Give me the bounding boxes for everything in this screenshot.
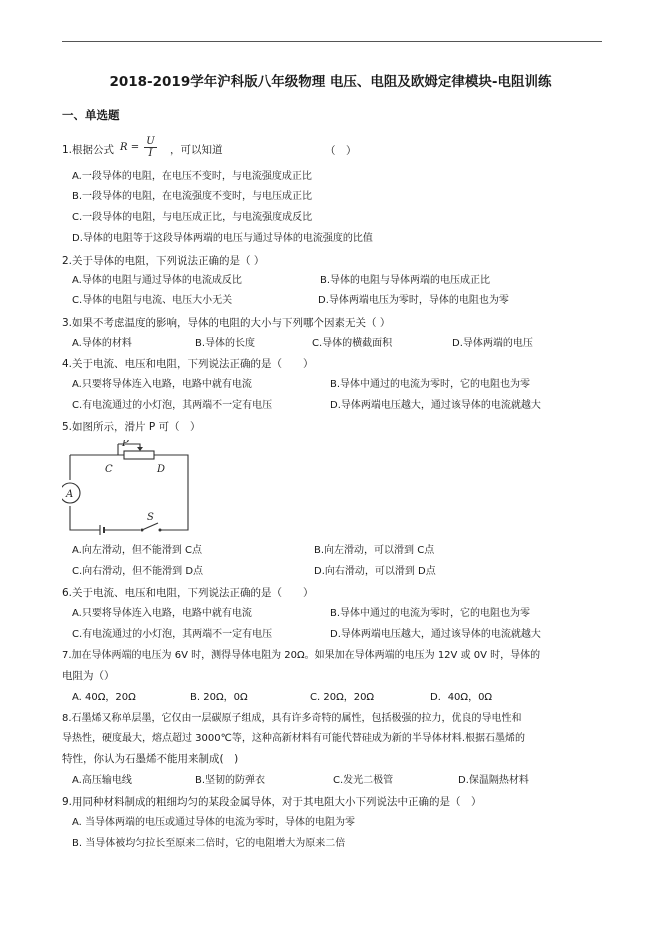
q1-stem-a: 1.根据公式 [62,144,115,156]
q7-option-a: A. 40Ω，20Ω [72,692,136,703]
switch-blade [142,523,158,530]
formula-lhs: R = [120,142,140,153]
q4-option-d: D.导体两端电压越大，通过该导体的电流就越大 [330,400,541,411]
q9-stem: 9.用同种材料制成的粗细均匀的某段金属导体，对于其电阻大小下列说法中正确的是（ ） [62,796,482,808]
q6-option-a: A.只要将导体连入电路，电路中就有电流 [72,608,252,619]
q8-option-c: C.发光二极管 [333,775,394,786]
q7-option-b: B. 20Ω，0Ω [190,692,248,703]
q2-option-c: C.导体的电阻与电流、电压大小无关 [72,295,233,306]
label-c: C [105,464,113,475]
q2-option-b: B.导体的电阻与导体两端的电压成正比 [320,275,491,286]
q1-option-d: D.导体的电阻等于这段导体两端的电压与通过导体的电流强度的比值 [72,233,373,244]
q9-option-a: A. 当导体两端的电压或通过导体的电流为零时，导体的电阻为零 [72,817,356,828]
section-heading: 一、单选题 [62,108,120,122]
q6-option-d: D.导体两端电压越大，通过该导体的电流就越大 [330,629,541,640]
switch-contact [159,529,162,532]
q9-option-b: B. 当导体被均匀拉长至原来二倍时，它的电阻增大为原来二倍 [72,838,346,849]
q5-stem: 5.如图所示，滑片 P 可（ ） [62,421,201,433]
q1-formula [120,136,157,159]
label-switch: S [147,512,154,523]
header-rule [62,41,602,42]
q7-stem-line2: 电阻为（） [62,670,115,682]
q7-option-c: C. 20Ω，20Ω [310,692,375,703]
q3-stem: 3.如果不考虑温度的影响，导体的电阻的大小与下列哪个因素无关（ ） [62,317,391,329]
q4-option-a: A.只要将导体连入电路，电路中就有电流 [72,379,252,390]
q8-stem-line3: 特性，你认为石墨烯不能用来制成( ) [62,753,239,765]
document-title: 2018-2019学年沪科版八年级物理 电压、电阻及欧姆定律模块-电阻训练 [109,74,552,90]
rheostat-resistor [124,451,154,459]
q4-option-b: B.导体中通过的电流为零时，它的电阻也为零 [330,379,531,390]
q3-option-c: C.导体的横截面积 [312,338,393,349]
q6-stem: 6.关于电流、电压和电阻，下列说法正确的是（ ） [62,587,314,599]
q2-option-d: D.导体两端电压为零时，导体的电阻也为零 [318,295,509,306]
q5-option-c: C.向右滑动，但不能滑到 D点 [72,566,204,577]
q5-option-d: D.向右滑动，可以滑到 D点 [314,566,436,577]
label-ammeter: A [66,489,74,500]
q2-stem: 2.关于导体的电阻，下列说法正确的是（ ） [62,255,265,267]
q5-option-a: A.向左滑动，但不能滑到 C点 [72,545,203,556]
q1-answer-blank: （ ） [325,145,357,157]
q6-option-c: C.有电流通过的小灯泡，其两端不一定有电压 [72,629,273,640]
q1-stem-b: ，可以知道 [170,144,223,156]
q2-option-a: A.导体的电阻与通过导体的电流成反比 [72,275,242,286]
label-p: P [122,440,129,449]
slider-arrow-icon [137,447,143,451]
q3-option-a: A.导体的材料 [72,338,132,349]
q5-circuit-diagram [62,440,202,538]
q8-option-a: A.高压输电线 [72,775,132,786]
q3-option-d: D.导体两端的电压 [452,338,533,349]
formula-fraction [144,136,156,159]
label-d: D [157,464,166,475]
q6-option-b: B.导体中通过的电流为零时，它的电阻也为零 [330,608,531,619]
q7-stem-line1: 7.加在导体两端的电压为 6V 时，测得导体电阻为 20Ω。如果加在导体两端的电压为 12V 或 0V 时，导体的 [62,650,541,661]
q8-stem-line2: 导热性，硬度最大，熔点超过 3000℃等，这种高新材料有可能代替硅成为新的半导体材料.根据石墨烯的 [62,733,526,744]
q4-stem: 4.关于电流、电压和电阻，下列说法正确的是（ ） [62,358,314,370]
q8-stem-line1: 8.石墨烯又称单层墨，它仅由一层碳原子组成，具有许多奇特的属性，包括极强的拉力，优良的导电性和 [62,713,522,724]
q8-option-d: D.保温隔热材料 [458,775,529,786]
q7-option-d: D．40Ω，0Ω [430,692,493,703]
q1-option-a: A.一段导体的电阻，在电压不变时，与电流强度成正比 [72,171,312,182]
q5-option-b: B.向左滑动，可以滑到 C点 [314,545,435,556]
q4-option-c: C.有电流通过的小灯泡，其两端不一定有电压 [72,400,273,411]
wire-left-lower [70,506,100,530]
q8-option-b: B.坚韧的防弹衣 [195,775,266,786]
q1-option-c: C.一段导体的电阻，与电压成正比，与电流强度成反比 [72,212,313,223]
q3-option-b: B.导体的长度 [195,338,256,349]
formula-denominator: I [148,148,153,159]
formula-numerator: U [146,136,155,147]
q1-option-b: B.一段导体的电阻，在电流强度不变时，与电压成正比 [72,191,313,202]
